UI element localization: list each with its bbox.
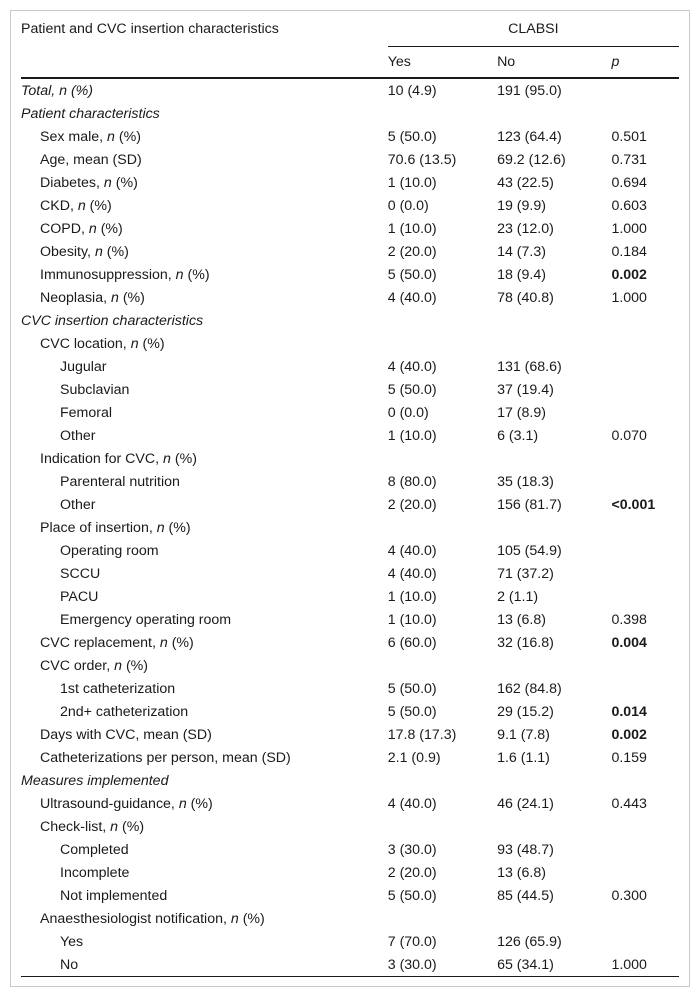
cell-no: 123 (64.4) — [497, 128, 562, 145]
cell-p: 0.070 — [611, 427, 647, 444]
row-label: Parenteral nutrition — [60, 473, 180, 490]
table-row — [21, 861, 679, 884]
cell-p — [611, 677, 679, 700]
row-label: Other — [60, 496, 96, 513]
cell-no — [497, 815, 611, 838]
cell-p — [611, 78, 679, 102]
cell-yes: 1 (10.0) — [387, 611, 437, 628]
cell-yes: 6 (60.0) — [387, 634, 437, 651]
cell-yes: 2 (20.0) — [387, 243, 437, 260]
cell-p — [611, 378, 679, 401]
cell-no: 69.2 (12.6) — [497, 151, 566, 168]
cell-no: 2 (1.1) — [497, 588, 539, 605]
cell-no: 17 (8.9) — [497, 404, 546, 421]
clabsi-table — [21, 11, 679, 977]
table-row — [21, 746, 679, 769]
cell-no — [497, 332, 611, 355]
row-label: Emergency operating room — [60, 611, 232, 628]
cell-yes — [388, 815, 497, 838]
row-label: Subclavian — [60, 381, 130, 398]
row-label: CVC location, n (%) — [40, 335, 165, 352]
table-row — [21, 470, 679, 493]
cell-no: 37 (19.4) — [497, 381, 554, 398]
cell-no: 43 (22.5) — [497, 174, 554, 191]
cell-p: 1.000 — [611, 953, 679, 977]
cell-p: <0.001 — [611, 496, 656, 513]
row-label: Immunosuppression, n (%) — [40, 266, 210, 283]
cell-p — [611, 769, 679, 792]
cell-no: 35 (18.3) — [497, 473, 554, 490]
cell-no — [497, 447, 611, 470]
table-row — [21, 309, 679, 332]
row-label: Sex male, n (%) — [40, 128, 141, 145]
table-body — [21, 78, 679, 977]
cell-no — [497, 769, 611, 792]
row-label: Age, mean (SD) — [40, 151, 142, 168]
cell-p — [611, 815, 679, 838]
cell-no — [497, 907, 611, 930]
cell-p — [611, 861, 679, 884]
cell-yes: 0 (0.0) — [387, 404, 429, 421]
cell-p: 0.443 — [611, 795, 647, 812]
header-clabsi: CLABSI — [508, 20, 559, 37]
row-label: PACU — [60, 588, 99, 605]
cell-p: 0.300 — [611, 887, 647, 904]
row-label: Anaesthesiologist notification, n (%) — [40, 910, 265, 927]
row-label: Operating room — [60, 542, 159, 559]
table-row — [21, 838, 679, 861]
cell-no: 32 (16.8) — [497, 634, 554, 651]
cell-p — [611, 309, 679, 332]
cell-yes: 2 (20.0) — [387, 864, 437, 881]
cell-p: 0.002 — [611, 266, 647, 283]
cell-p — [611, 447, 679, 470]
row-label: 1st catheterization — [60, 680, 176, 697]
table-row — [21, 401, 679, 424]
cell-yes: 70.6 (13.5) — [387, 151, 457, 168]
cell-p: 0.694 — [611, 174, 647, 191]
row-label: Days with CVC, mean (SD) — [40, 726, 212, 743]
table-row — [21, 677, 679, 700]
table-row — [21, 539, 679, 562]
row-label: Other — [60, 427, 96, 444]
cell-yes: 2 (20.0) — [387, 496, 437, 513]
cell-p — [611, 907, 679, 930]
table-row — [21, 516, 679, 539]
cell-p — [611, 470, 679, 493]
cell-p — [611, 332, 679, 355]
table-row — [21, 631, 679, 654]
cell-yes — [388, 102, 497, 125]
cell-no: 6 (3.1) — [497, 427, 539, 444]
row-label: Obesity, n (%) — [40, 243, 129, 260]
row-label: Yes — [60, 933, 84, 950]
table-row — [21, 125, 679, 148]
cell-no: 191 (95.0) — [497, 82, 562, 99]
table-container — [10, 10, 690, 987]
cell-p — [611, 516, 679, 539]
cell-p: 0.004 — [611, 634, 647, 651]
row-label: CVC order, n (%) — [40, 657, 149, 674]
cell-no: 156 (81.7) — [497, 496, 562, 513]
cell-yes: 5 (50.0) — [387, 703, 437, 720]
cell-p: 0.014 — [611, 703, 647, 720]
cell-no: 65 (34.1) — [497, 953, 611, 977]
cell-no — [497, 654, 611, 677]
cell-no — [497, 309, 611, 332]
row-label: Patient characteristics — [21, 105, 160, 122]
header-spacer — [21, 47, 388, 79]
cell-p: 0.398 — [611, 611, 647, 628]
row-label: Diabetes, n (%) — [40, 174, 138, 191]
cell-no: 46 (24.1) — [497, 795, 554, 812]
table-row — [21, 286, 679, 309]
cell-yes: 0 (0.0) — [387, 197, 429, 214]
cell-p: 0.002 — [611, 726, 647, 743]
table-row — [21, 907, 679, 930]
row-label: Ultrasound-guidance, n (%) — [40, 795, 213, 812]
cell-yes: 4 (40.0) — [387, 542, 437, 559]
cell-p — [611, 654, 679, 677]
cell-no: 23 (12.0) — [497, 220, 554, 237]
table-row — [21, 769, 679, 792]
row-label: No — [21, 953, 388, 977]
cell-yes — [388, 907, 497, 930]
row-label: CKD, n (%) — [40, 197, 112, 214]
cell-yes — [388, 332, 497, 355]
row-label: Not implemented — [60, 887, 168, 904]
cell-no: 29 (15.2) — [497, 703, 554, 720]
cell-p — [611, 355, 679, 378]
table-row — [21, 792, 679, 815]
cell-p: 0.184 — [611, 243, 647, 260]
cell-no: 78 (40.8) — [497, 289, 554, 306]
row-label: Jugular — [60, 358, 107, 375]
cell-p: 0.501 — [611, 128, 647, 145]
cell-no: 131 (68.6) — [497, 358, 562, 375]
cell-no: 19 (9.9) — [497, 197, 546, 214]
cell-yes — [388, 516, 497, 539]
cell-no: 18 (9.4) — [497, 266, 546, 283]
cell-yes: 4 (40.0) — [387, 289, 437, 306]
cell-yes: 17.8 (17.3) — [387, 726, 457, 743]
table-row — [21, 78, 679, 102]
cell-yes: 4 (40.0) — [387, 358, 437, 375]
table-row — [21, 378, 679, 401]
cell-yes: 8 (80.0) — [387, 473, 437, 490]
row-label: Catheterizations per person, mean (SD) — [40, 749, 291, 766]
row-label: Indication for CVC, n (%) — [40, 450, 197, 467]
cell-yes: 1 (10.0) — [387, 220, 437, 237]
cell-p — [611, 102, 679, 125]
row-label: SCCU — [60, 565, 101, 582]
cell-yes: 4 (40.0) — [387, 565, 437, 582]
cell-p — [611, 930, 679, 953]
row-label: Neoplasia, n (%) — [40, 289, 145, 306]
cell-p — [611, 838, 679, 861]
cell-no: 85 (44.5) — [497, 887, 554, 904]
table-row — [21, 493, 679, 516]
header-characteristics: Patient and CVC insertion characteristics — [21, 20, 279, 37]
cell-no: 105 (54.9) — [497, 542, 562, 559]
cell-p — [611, 585, 679, 608]
cell-no: 9.1 (7.8) — [497, 726, 550, 743]
table-row — [21, 608, 679, 631]
cell-p: 1.000 — [611, 220, 647, 237]
cell-yes: 7 (70.0) — [387, 933, 437, 950]
cell-no: 14 (7.3) — [497, 243, 546, 260]
row-label: Measures implemented — [21, 772, 169, 789]
table-row — [21, 953, 679, 977]
cell-no: 1.6 (1.1) — [497, 749, 550, 766]
header-no: No — [497, 47, 611, 79]
cell-yes: 5 (50.0) — [387, 381, 437, 398]
row-label: CVC insertion characteristics — [21, 312, 204, 329]
table-row — [21, 332, 679, 355]
cell-yes: 2.1 (0.9) — [387, 749, 441, 766]
row-label: Femoral — [60, 404, 113, 421]
cell-no: 126 (65.9) — [497, 933, 562, 950]
table-row — [21, 884, 679, 907]
cell-p — [611, 539, 679, 562]
cell-yes — [388, 447, 497, 470]
cell-yes: 5 (50.0) — [387, 266, 437, 283]
table-row — [21, 355, 679, 378]
cell-yes: 5 (50.0) — [387, 680, 437, 697]
cell-p: 0.731 — [611, 151, 647, 168]
cell-yes: 10 (4.9) — [387, 82, 437, 99]
header-yes: Yes — [388, 47, 497, 79]
cell-p — [611, 562, 679, 585]
cell-no — [497, 516, 611, 539]
cell-yes: 1 (10.0) — [387, 588, 437, 605]
cell-yes: 4 (40.0) — [387, 795, 437, 812]
cell-p: 0.603 — [611, 197, 647, 214]
table-row — [21, 171, 679, 194]
cell-yes: 1 (10.0) — [387, 174, 437, 191]
cell-yes: 5 (50.0) — [387, 887, 437, 904]
cell-yes — [388, 654, 497, 677]
cell-p: 1.000 — [611, 289, 647, 306]
table-row — [21, 585, 679, 608]
row-label: Check-list, n (%) — [40, 818, 145, 835]
table-row — [21, 447, 679, 470]
cell-no — [497, 102, 611, 125]
table-row — [21, 700, 679, 723]
cell-yes: 3 (30.0) — [387, 841, 437, 858]
table-row — [21, 263, 679, 286]
row-label: Place of insertion, n (%) — [40, 519, 191, 536]
cell-p — [611, 401, 679, 424]
cell-no: 71 (37.2) — [497, 565, 554, 582]
row-label: Incomplete — [60, 864, 130, 881]
row-label: Total, n (%) — [21, 82, 94, 99]
table-row — [21, 194, 679, 217]
cell-yes: 3 (30.0) — [388, 953, 497, 977]
table-row — [21, 723, 679, 746]
row-label: CVC replacement, n (%) — [40, 634, 194, 651]
row-label: 2nd+ catheterization — [60, 703, 189, 720]
cell-no: 93 (48.7) — [497, 841, 554, 858]
header-p: p — [611, 47, 679, 79]
table-row — [21, 217, 679, 240]
table-row — [21, 562, 679, 585]
cell-yes: 1 (10.0) — [387, 427, 437, 444]
table-row — [21, 654, 679, 677]
table-row — [21, 930, 679, 953]
row-label: COPD, n (%) — [40, 220, 123, 237]
cell-no: 162 (84.8) — [497, 680, 562, 697]
cell-no: 13 (6.8) — [497, 611, 546, 628]
cell-no: 13 (6.8) — [497, 864, 546, 881]
cell-yes: 5 (50.0) — [387, 128, 437, 145]
table-row — [21, 815, 679, 838]
table-row — [21, 424, 679, 447]
table-row — [21, 240, 679, 263]
cell-p: 0.159 — [611, 749, 647, 766]
cell-yes — [388, 309, 497, 332]
table-row — [21, 148, 679, 171]
cell-yes — [388, 769, 497, 792]
row-label: Completed — [60, 841, 129, 858]
table-row — [21, 102, 679, 125]
